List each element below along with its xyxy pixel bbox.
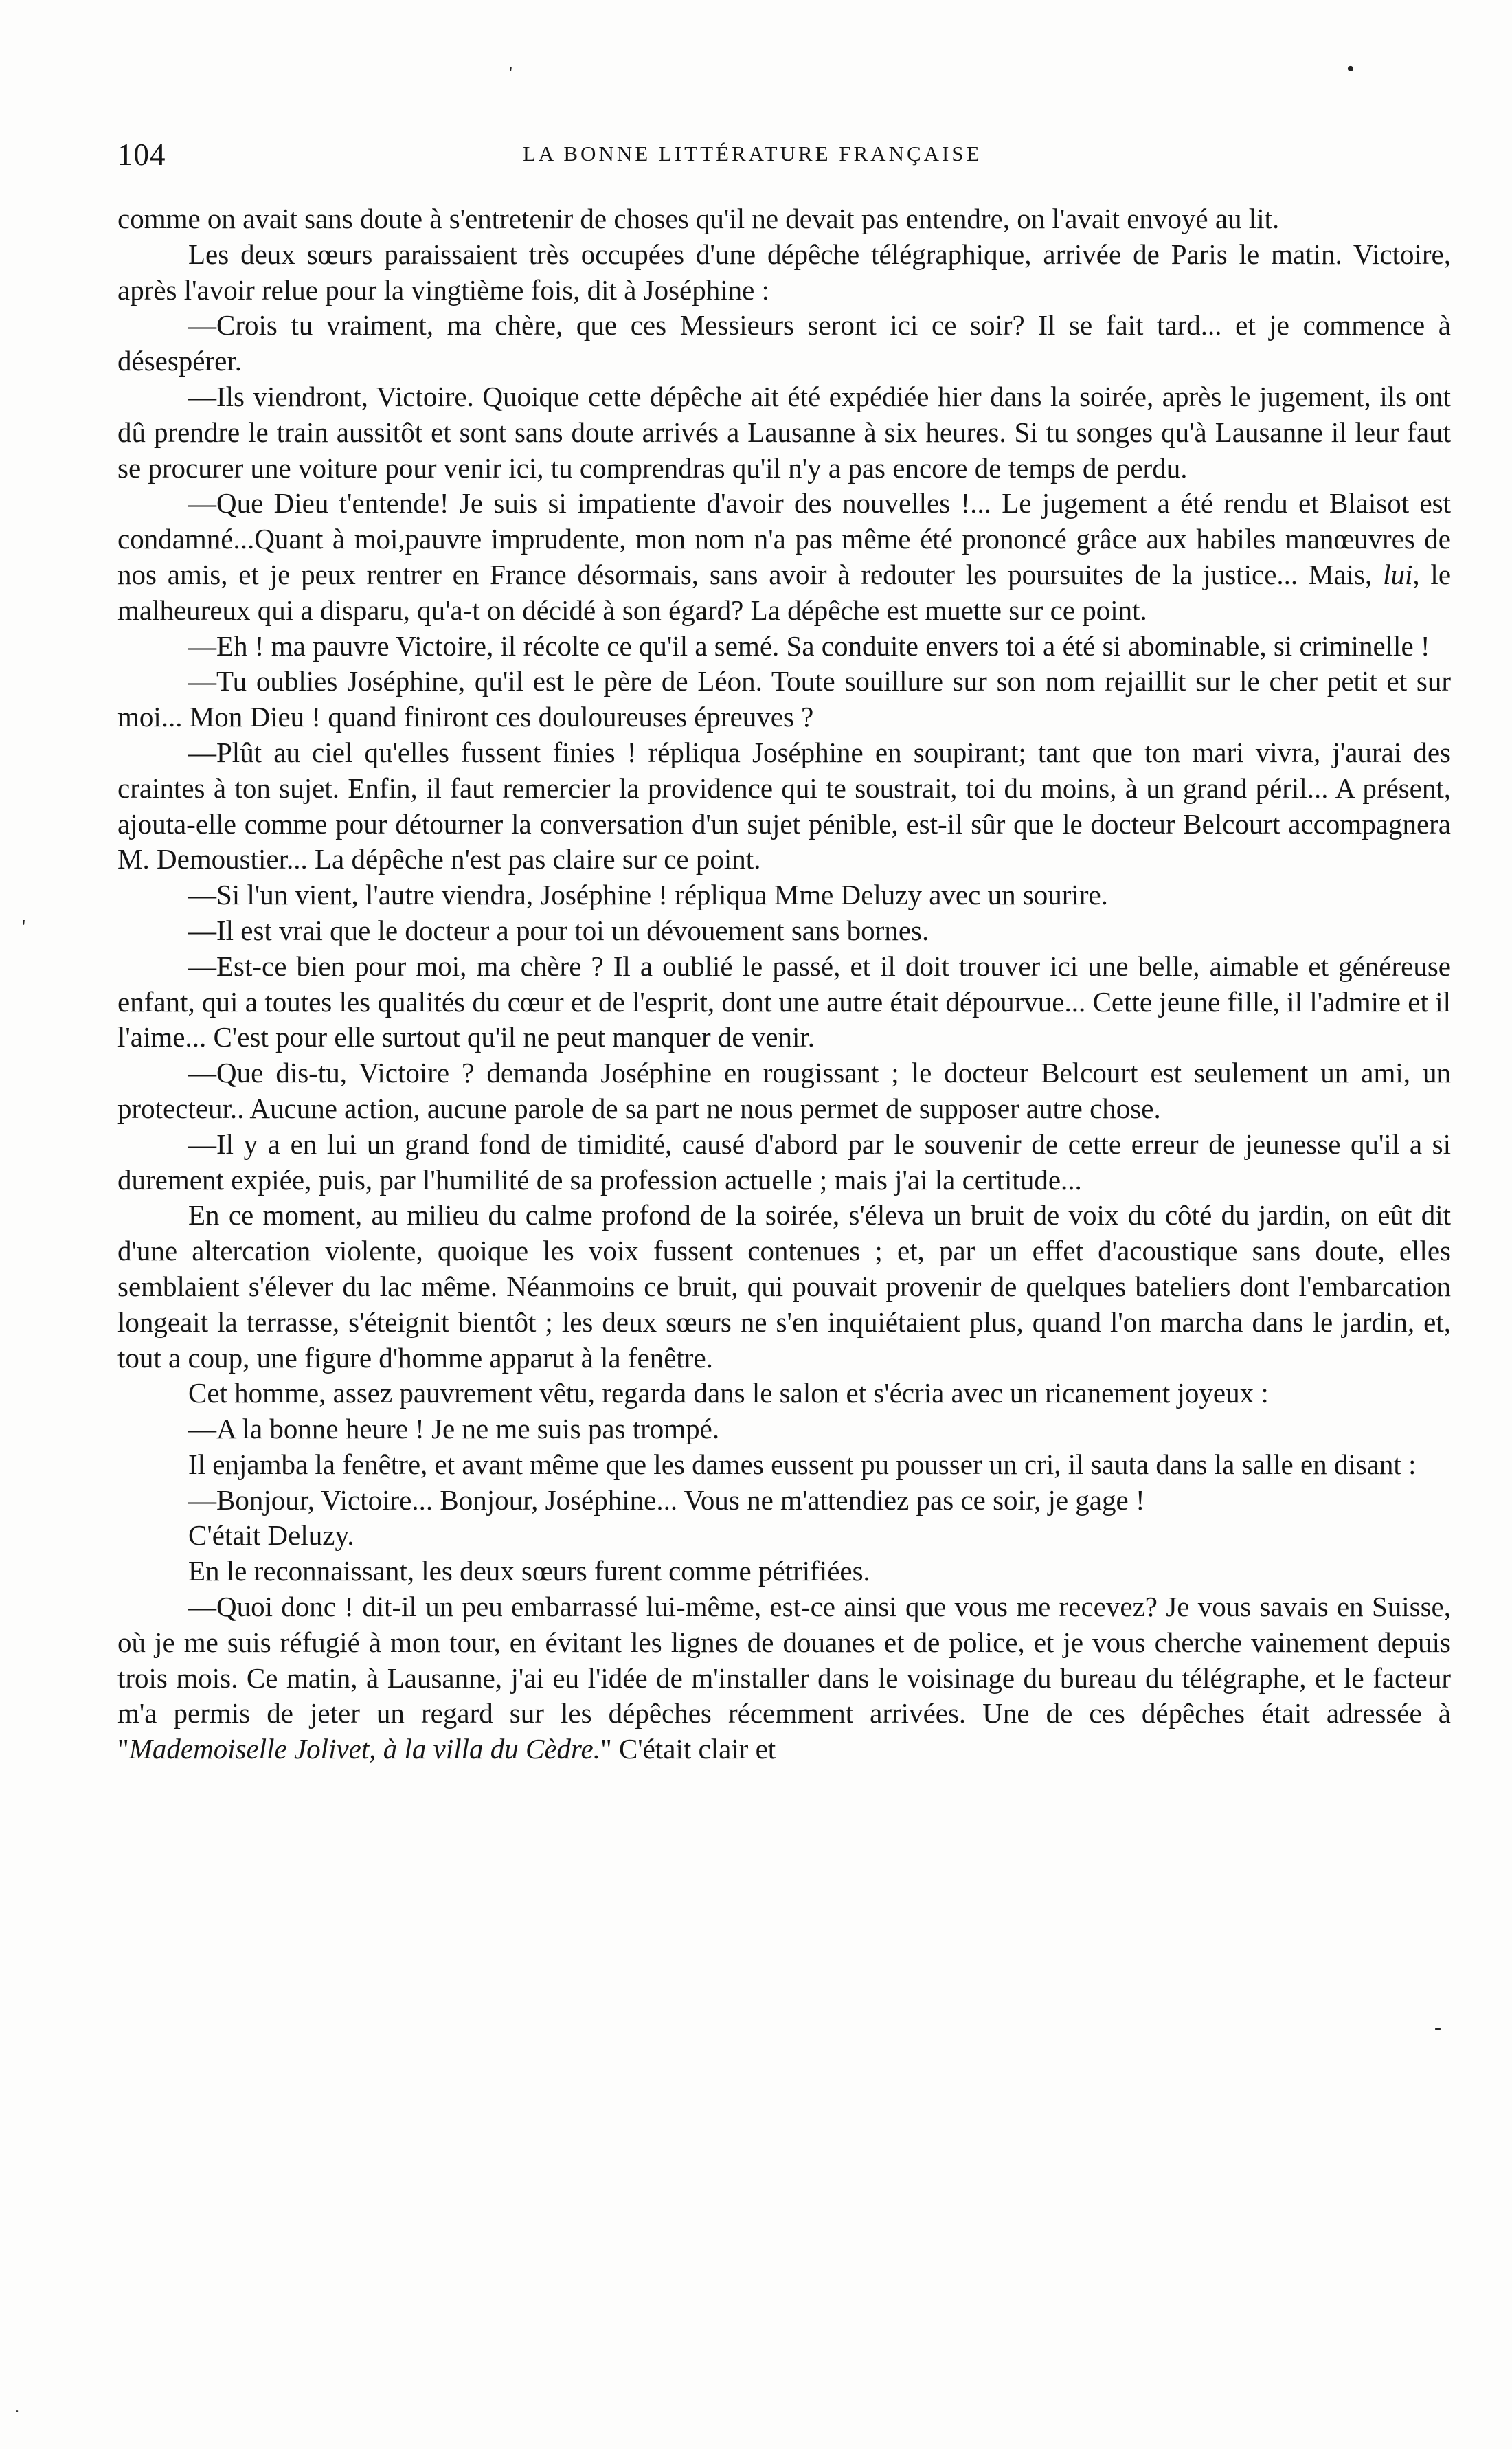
dialogue-paragraph: —Plût au ciel qu'elles fussent finies ! répliqua Joséphine en soupirant; tant que ton mari vivra, j'aurai des craintes à ton sujet. Enfin, il faut remercier la providence qui te soustrait, toi du moins, à un grand péril... A présent, ajouta-elle comme pour détourner la conversation d'un sujet pénible, est-il sûr que le docteur Belcourt accompagnera M. Demoustier... La dépêche n'est pas claire sur ce point. [117, 736, 1451, 875]
paragraph: Cet homme, assez pauvrement vêtu, regarda dans le salon et s'écria avec un ricanement joyeux : [188, 1377, 1269, 1409]
text-column [117, 201, 1451, 2366]
page-number: 104 [117, 137, 166, 172]
dialogue-paragraph: —Il est vrai que le docteur a pour toi un dévouement sans bornes. [188, 914, 929, 946]
dialogue-paragraph: —Il y a en lui un grand fond de timidité, causé d'abord par le souvenir de cette erreur de jeunesse qu'il a si durement expiée, puis, par l'humilité de sa profession actuelle ; mais j'ai la certitude... [117, 1128, 1451, 1196]
italic-address: Mademoiselle Jolivet, à la villa du Cèdre. [128, 1733, 600, 1765]
left-margin-mark: ' [22, 917, 26, 938]
paragraph: En ce moment, au milieu du calme profond de la soirée, s'éleva un bruit de voix du côté du jardin, on eût dit d'une altercation violente, quoique les voix fussent contenues ; et, par un effet d'acoustique sans doute, elles semblaient s'élever du lac même. Néanmoins ce bruit, qui pouvait provenir de quelques bateliers dont l'embarcation longeait la terrasse, s'éteignit bientôt ; les deux sœurs ne s'en inquiétaient plus, quand l'on marcha dans le jardin, et, tout a coup, une figure d'homme apparut à la fenêtre. [117, 1199, 1451, 1374]
paragraph: En le reconnaissant, les deux sœurs furent comme pétrifiées. [188, 1555, 870, 1587]
dialogue-paragraph: —Est-ce bien pour moi, ma chère ? Il a oublié le passé, et il doit trouver ici une belle, aimable et généreuse enfant, qui a toutes les qualités du cœur et de l'esprit, dont une autre était dépourvue... Cette jeune fille, il l'admire et il l'aime... C'est pour elle surtout qu'il ne peut manquer de venir. [117, 950, 1451, 1053]
dialogue-paragraph: —A la bonne heure ! Je ne me suis pas trompé. [188, 1413, 720, 1445]
margin-tick: ' [509, 63, 513, 85]
paragraph-text-segment: —Que Dieu t'entende! Je suis si impatiente d'avoir des nouvelles !... Le jugement a été rendu et Blaisot est condamné...Quant à moi,pauvre imprudente, mon nom n'a pas même été prononcé grâce aux habiles manœuvres de nos amis, et je peux rentrer en France désormais, sans avoir à redouter les poursuites de la justice... Mais, [117, 487, 1451, 590]
dialogue-paragraph [117, 1589, 1451, 1767]
dialogue-paragraph: —Si l'un vient, l'autre viendra, Joséphine ! répliqua Mme Deluzy avec un sourire. [188, 879, 1108, 911]
paragraph-text-segment: —Quoi donc ! dit-il un peu embarrassé lui-même, est-ce ainsi que vous me recevez? Je vous savais en Suisse, où je me suis réfugié à mon tour, en évitant les lignes de douanes et de police, et je vous cherche vainement depuis trois mois. Ce matin, à Lausanne, j'ai eu l'idée de m'installer dans le voisinage du bureau du télégraphe, et le facteur m'a permis de jeter un regard sur les dépêches récemment arrivées. Une de ces dépêches était adressée à " [117, 1591, 1451, 1765]
dialogue-paragraph: —Crois tu vraiment, ma chère, que ces Messieurs seront ici ce soir? Il se fait tard... et je commence à désespérer. [117, 309, 1451, 377]
right-margin-mark: - [1434, 2016, 1441, 2039]
paragraph-text-segment: , le malheureux qui a disparu, qu'a-t on décidé à son égard? La dépêche est muette sur ce point. [117, 558, 1451, 626]
dialogue-paragraph: —Tu oublies Joséphine, qu'il est le père de Léon. Toute souillure sur son nom rejaillit sur le cher petit et sur moi... Mon Dieu ! quand finiront ces douloureuses épreuves ? [117, 665, 1451, 733]
dialogue-paragraph: —Eh ! ma pauvre Victoire, il récolte ce qu'il a semé. Sa conduite envers toi a été si abominable, si criminelle ! [188, 629, 1430, 662]
running-title: LA BONNE LITTÉRATURE FRANÇAISE [523, 142, 982, 166]
dialogue-paragraph: —Que dis-tu, Victoire ? demanda Joséphine en rougissant ; le docteur Belcourt est seulement un ami, un protecteur.. Aucune action, aucune parole de sa part ne nous permet de supposer autre chose. [117, 1057, 1451, 1124]
paragraph-text-segment: " C'était clair et [600, 1733, 776, 1765]
bottom-margin-mark: . [15, 2398, 19, 2416]
dialogue-paragraph [117, 486, 1451, 628]
paragraph: Les deux sœurs paraissaient très occupées d'une dépêche télégraphique, arrivée de Paris le matin. Victoire, après l'avoir relue pour la vingtième fois, dit à Joséphine : [117, 238, 1451, 306]
paragraph: Il enjamba la fenêtre, et avant même que les dames eussent pu pousser un cri, il sauta dans la salle en disant : [188, 1448, 1417, 1480]
dialogue-paragraph: —Ils viendront, Victoire. Quoique cette dépêche ait été expédiée hier dans la soirée, après le jugement, ils ont dû prendre le train aussitôt et sont sans doute arrivés a Lausanne à six heures. Si tu songes qu'à Lausanne il leur faut se procurer une voiture pour venir ici, tu comprendras qu'il n'y a pas encore de temps de perdu. [117, 380, 1451, 484]
dialogue-paragraph: —Bonjour, Victoire... Bonjour, Joséphine... Vous ne m'attendiez pas ce soir, je gage ! [188, 1484, 1145, 1516]
margin-dot: • [1346, 56, 1355, 82]
page-header [117, 135, 1451, 177]
paragraph: C'était Deluzy. [188, 1519, 354, 1552]
paragraph: comme on avait sans doute à s'entretenir de choses qu'il ne devait pas entendre, on l'avait envoyé au lit. [117, 203, 1280, 234]
italic-word: lui [1383, 558, 1413, 590]
